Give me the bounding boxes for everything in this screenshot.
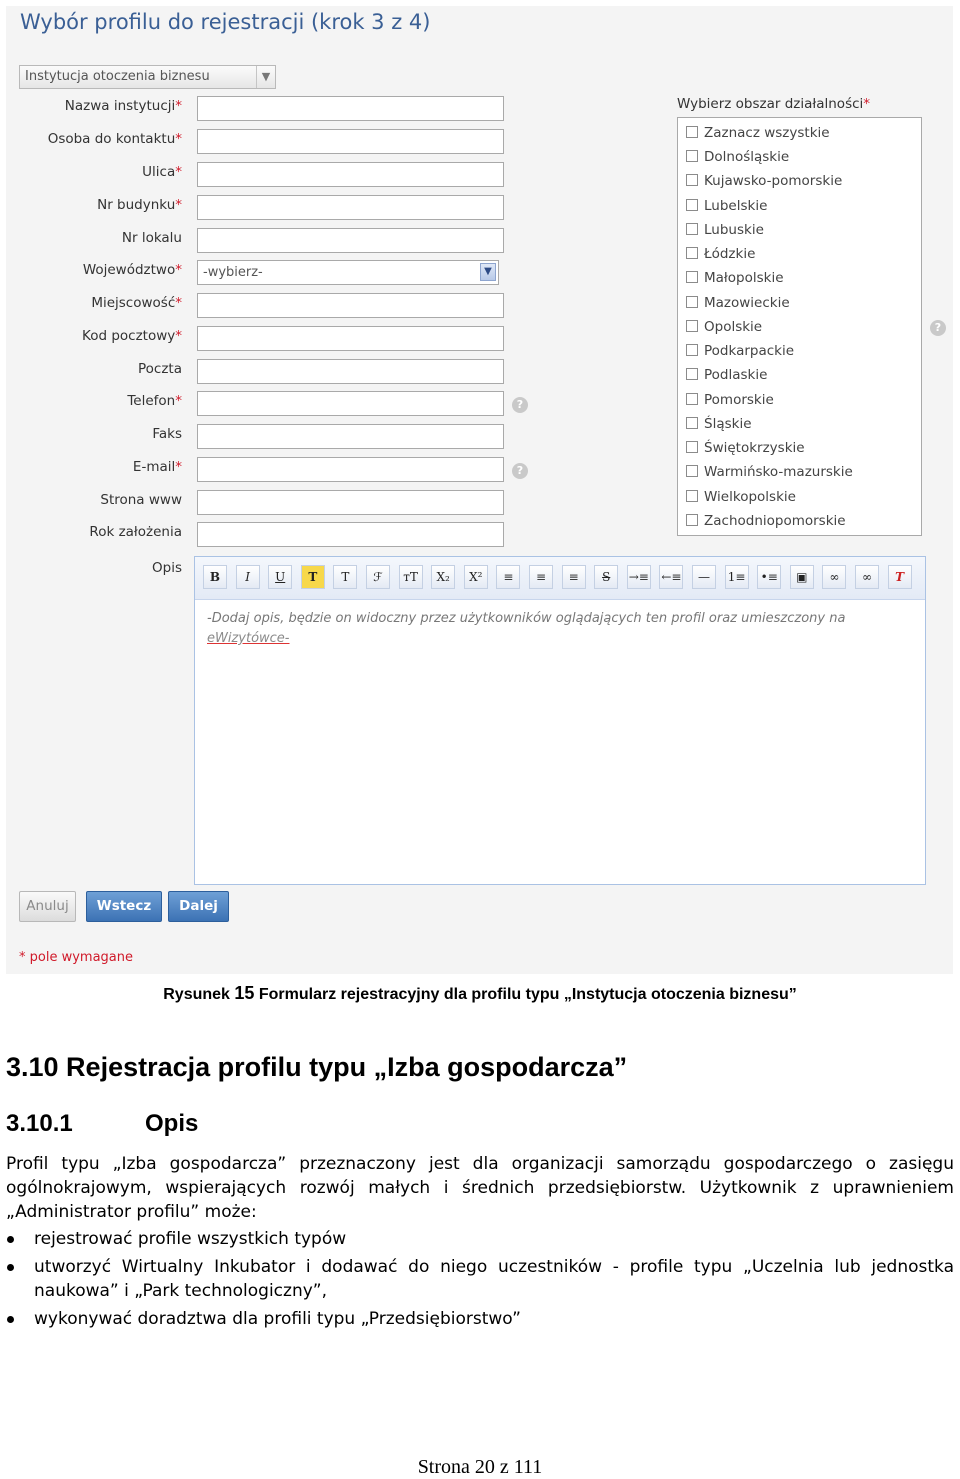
text-color-icon[interactable]: T xyxy=(301,565,325,589)
checkbox-icon xyxy=(686,465,698,477)
region-checkbox[interactable]: Warmińsko-mazurskie xyxy=(686,464,853,480)
poczta-field[interactable] xyxy=(197,359,504,384)
nr-lokalu-field[interactable] xyxy=(197,228,504,253)
osoba-do-kontaktu-field[interactable] xyxy=(197,129,504,154)
outdent-icon[interactable]: ←≡ xyxy=(659,565,683,589)
image-icon[interactable]: ▣ xyxy=(790,565,814,589)
checkbox-icon xyxy=(686,296,698,308)
font-family-icon[interactable]: ℱ xyxy=(366,565,390,589)
horizontal-rule-icon[interactable]: — xyxy=(692,565,716,589)
checkbox-icon xyxy=(686,514,698,526)
font-size-icon[interactable]: тT xyxy=(399,565,423,589)
checkbox-icon xyxy=(686,199,698,211)
label-nr-budynku: Nr budynku* xyxy=(97,197,182,213)
checkbox-icon xyxy=(686,223,698,235)
region-checkbox[interactable]: Lubuskie xyxy=(686,222,764,238)
checkbox-icon xyxy=(686,490,698,502)
region-checkbox[interactable]: Mazowieckie xyxy=(686,295,790,311)
chevron-down-icon: ▼ xyxy=(480,263,496,281)
section-paragraph: Profil typu „Izba gospodarcza” przeznaczony jest dla organizacji samorządu gospodarczego o zasięgu ogólnokrajowym, wspierających rozwój małych i średnich przedsiębiorstw. Użytkownik z uprawnieniem „Administrator profilu” może: xyxy=(6,1154,954,1222)
editor-placeholder: -Dodaj opis, będzie on widoczny przez użytkowników oglądających ten profil oraz umieszczony na eWizytówce- xyxy=(207,611,846,646)
help-icon[interactable]: ? xyxy=(512,463,528,479)
telefon-field[interactable] xyxy=(197,391,504,416)
checkbox-icon xyxy=(686,417,698,429)
region-checkbox[interactable]: Śląskie xyxy=(686,416,752,432)
label-nazwa-instytucji: Nazwa instytucji* xyxy=(64,98,182,114)
form-title: Wybór profilu do rejestracji (krok 3 z 4) xyxy=(20,10,431,34)
region-checkbox[interactable]: Podlaskie xyxy=(686,367,767,383)
label-nr-lokalu: Nr lokalu xyxy=(121,230,182,246)
kod-pocztowy-field[interactable] xyxy=(197,326,504,351)
underline-icon[interactable]: U xyxy=(268,565,292,589)
label-faks: Faks xyxy=(152,426,182,442)
checkbox-icon xyxy=(686,126,698,138)
checkbox-icon xyxy=(686,271,698,283)
checkbox-icon xyxy=(686,393,698,405)
label-ulica: Ulica* xyxy=(142,164,182,180)
label-wojewodztwo: Województwo* xyxy=(82,262,182,278)
list-item: wykonywać doradztwa dla profili typu „Przedsiębiorstwo” xyxy=(6,1307,954,1331)
strikethrough-icon[interactable]: S xyxy=(594,565,618,589)
ordered-list-icon[interactable]: 1≡ xyxy=(725,565,749,589)
miejscowosc-field[interactable] xyxy=(197,293,504,318)
remove-format-icon[interactable]: T xyxy=(888,565,912,589)
checkbox-icon xyxy=(686,320,698,332)
section-heading: 3.10 Rejestracja profilu typu „Izba gospodarcza” xyxy=(6,1052,628,1082)
label-kod-pocztowy: Kod pocztowy* xyxy=(82,328,182,344)
background-color-icon[interactable]: T xyxy=(333,565,357,589)
list-item: utworzyć Wirtualny Inkubator i dodawać do niego uczestników - profile typu „Uczelnia lub jednostka naukowa” i „Park technologiczny”, xyxy=(6,1255,954,1303)
next-button[interactable]: Dalej xyxy=(168,891,229,922)
align-left-icon[interactable]: ≡ xyxy=(496,565,520,589)
checkbox-icon xyxy=(686,344,698,356)
page-footer: Strona 20 z 111 xyxy=(417,1456,543,1478)
rok-zalozenia-field[interactable] xyxy=(197,522,504,547)
label-email: E-mail* xyxy=(132,459,182,475)
label-rok-zalozenia: Rok założenia xyxy=(89,524,182,540)
regions-list xyxy=(677,117,922,536)
back-button[interactable]: Wstecz xyxy=(86,891,162,922)
unlink-icon[interactable]: ∞ xyxy=(855,565,879,589)
subsection-heading: 3.10.1 Opis xyxy=(6,1110,199,1137)
label-osoba-do-kontaktu: Osoba do kontaktu* xyxy=(47,131,182,147)
align-right-icon[interactable]: ≡ xyxy=(562,565,586,589)
region-checkbox[interactable]: Dolnośląskie xyxy=(686,149,789,165)
bold-icon[interactable]: B xyxy=(203,565,227,589)
italic-icon[interactable]: I xyxy=(236,565,260,589)
indent-icon[interactable]: →≡ xyxy=(627,565,651,589)
link-icon[interactable]: ∞ xyxy=(822,565,846,589)
unordered-list-icon[interactable]: •≡ xyxy=(757,565,781,589)
region-checkbox[interactable]: Małopolskie xyxy=(686,270,784,286)
chevron-down-icon: ▼ xyxy=(256,66,275,88)
checkbox-icon xyxy=(686,150,698,162)
help-icon[interactable]: ? xyxy=(512,397,528,413)
wojewodztwo-value: -wybierz- xyxy=(203,265,263,280)
checkbox-icon xyxy=(686,247,698,259)
cancel-button[interactable]: Anuluj xyxy=(19,891,76,922)
help-icon[interactable]: ? xyxy=(930,320,946,336)
profile-type-value: Instytucja otoczenia biznesu xyxy=(25,69,210,84)
nazwa-instytucji-field[interactable] xyxy=(197,96,504,121)
label-poczta: Poczta xyxy=(138,361,182,377)
label-telefon: Telefon* xyxy=(127,393,182,409)
label-miejscowosc: Miejscowość* xyxy=(91,295,182,311)
description-editor[interactable] xyxy=(194,556,926,885)
ulica-field[interactable] xyxy=(197,162,504,187)
region-checkbox[interactable]: Kujawsko-pomorskie xyxy=(686,173,842,189)
list-item: rejestrować profile wszystkich typów xyxy=(6,1227,954,1251)
checkbox-icon xyxy=(686,174,698,186)
strona-www-field[interactable] xyxy=(197,490,504,515)
region-checkbox[interactable]: Wielkopolskie xyxy=(686,489,796,505)
region-checkbox[interactable]: Pomorskie xyxy=(686,392,774,408)
subscript-icon[interactable]: X₂ xyxy=(431,565,455,589)
editor-toolbar xyxy=(195,557,925,600)
region-checkbox[interactable]: Zachodniopomorskie xyxy=(686,513,846,529)
region-checkbox[interactable]: Opolskie xyxy=(686,319,762,335)
checkbox-icon xyxy=(686,368,698,380)
wojewodztwo-select[interactable] xyxy=(197,260,499,285)
region-checkbox[interactable]: Świętokrzyskie xyxy=(686,440,805,456)
region-checkbox[interactable]: Lubelskie xyxy=(686,198,767,214)
region-checkbox[interactable]: Łódzkie xyxy=(686,246,755,262)
email-field[interactable] xyxy=(197,457,504,482)
superscript-icon[interactable]: X² xyxy=(464,565,488,589)
checkbox-icon xyxy=(686,441,698,453)
label-strona-www: Strona www xyxy=(100,492,182,508)
label-opis: Opis xyxy=(152,560,182,576)
faks-field[interactable] xyxy=(197,424,504,449)
nr-budynku-field[interactable] xyxy=(197,195,504,220)
region-checkbox[interactable]: Zaznacz wszystkie xyxy=(686,125,830,141)
required-note: * pole wymagane xyxy=(19,950,133,965)
form-screenshot xyxy=(6,6,953,974)
profile-type-select[interactable] xyxy=(19,65,276,89)
align-center-icon[interactable]: ≡ xyxy=(529,565,553,589)
bullet-list xyxy=(6,1227,954,1335)
regions-title: Wybierz obszar działalności* xyxy=(677,96,871,112)
figure-caption: Rysunek 15 Formularz rejestracyjny dla profilu typu „Instytucja otoczenia biznesu” xyxy=(163,983,797,1003)
region-checkbox[interactable]: Podkarpackie xyxy=(686,343,794,359)
